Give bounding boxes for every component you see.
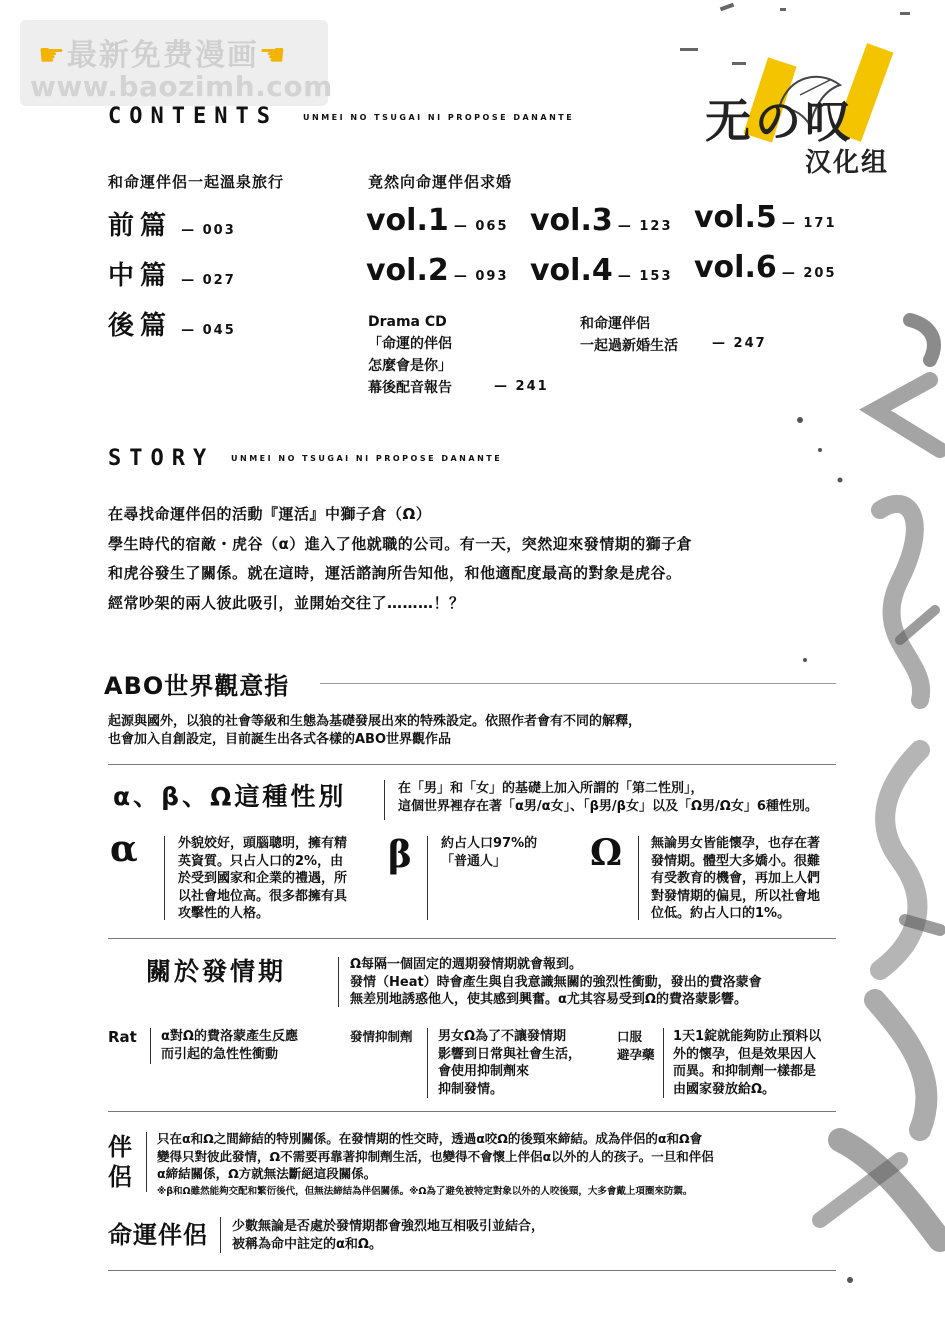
contents-vol-row: vol.3 — 123 — [530, 203, 673, 238]
contents-title: CONTENTS — [108, 104, 278, 129]
divider — [338, 957, 339, 1007]
watermark-line1: ☛最新免费漫画☚ — [38, 38, 288, 73]
divider — [146, 1132, 147, 1192]
divider — [108, 1111, 836, 1112]
rat-desc: α對Ω的費洛蒙產生反應 而引起的急性性衝動 — [161, 1029, 298, 1062]
abo-title: ABO世界觀意指 — [104, 672, 290, 700]
divider — [150, 1028, 151, 1064]
logo-title: 无の叹 — [705, 94, 855, 148]
watermark-url: www.baozimh.com — [30, 70, 333, 103]
alpha-desc: 外貌姣好，頭腦聰明，擁有精 英資質。只占人口的2%，由 於受到國家和企業的禮遇，所 以社會地位高。很多都擁有具 攻擊性的人格。 — [178, 836, 348, 921]
divider — [427, 1028, 428, 1098]
drama-cd-page: — 241 — [494, 379, 549, 394]
heat-desc: Ω每隔一個固定的週期發情期就會報到。 發情（Heat）時會產生與自我意識無關的強烈性衝動，發出的費洛蒙會 無差別地誘惑他人，使其感到興奮。α尤其容易受到Ω的費洛蒙影響。 — [350, 957, 762, 1007]
contents-vol-row: vol.1 — 065 — [366, 203, 509, 238]
abo-intro: 起源與國外，以狼的社會等級和生態為基礎發展出來的特殊設定。依照作者會有不同的解釋， 也會加入自創設定，目前誕生出各式各樣的ABO世界觀作品 — [108, 714, 642, 747]
story-subtitle: UNMEI NO TSUGAI NI PROPOSE DANANTE — [231, 454, 503, 463]
contents-subtitle: UNMEI NO TSUGAI NI PROPOSE DANANTE — [303, 113, 575, 122]
mate-note: ※β和Ω雖然能夠交配和繁衍後代，但無法締結為伴侶關係。※Ω為了避免被特定對象以外的人咬後頸，大多會戴上項圈來防禦。 — [157, 1186, 693, 1197]
contents-vol-row: vol.4 — 153 — [530, 253, 673, 288]
pill-label: 口服 避孕藥 — [617, 1029, 655, 1062]
story-synopsis: 在尋找命運伴侶的活動『運活』中獅子倉（Ω） 學生時代的宿敵・虎谷（α）進入了他就職的公司。有一天，突然迎來發情期的獅子倉 和虎谷發生了關係。就在這時，運活諮詢所告知他，和他適配度最高的對象是虎谷。 經常吵架的兩人彼此吸引，並開始交往了………！？ — [108, 505, 693, 612]
divider — [164, 836, 165, 920]
hand-pointer-icon: ☚ — [258, 38, 288, 73]
alpha-symbol: α — [110, 828, 138, 870]
extra-page: — 247 — [712, 336, 767, 351]
fated-title: 命運伴侶 — [108, 1221, 208, 1249]
genders-desc: 在「男」和「女」的基礎上加入所謂的「第二性別」， 這個世界裡存在著「α男/α女」、「β男/β女」以及「Ω男/Ω女」6種性別。 — [398, 781, 818, 814]
beta-desc: 約占人口97%的 「普通人」 — [441, 836, 538, 869]
contents-col1-heading: 和命運伴侶一起溫泉旅行 — [108, 173, 285, 191]
contents-part-row: 中篇 — 027 — [108, 261, 236, 291]
story-title: STORY — [108, 446, 215, 471]
divider — [108, 764, 836, 765]
fated-desc: 少數無論是否處於發情期都會強烈地互相吸引並結合， 被稱為命中註定的α和Ω。 — [232, 1219, 545, 1252]
suppressant-label: 發情抑制劑 — [350, 1029, 413, 1044]
contents-part-row: 後篇 — 045 — [108, 311, 236, 341]
divider — [384, 780, 385, 820]
suppressant-desc: 男女Ω為了不讓發情期 影響到日常與社會生活， 會使用抑制劑來 抑制發情。 — [438, 1029, 582, 1097]
beta-symbol: β — [388, 834, 412, 876]
mate-desc: 只在α和Ω之間締結的特別關係。在發情期的性交時，透過α咬Ω的後頸來締結。成為伴侶的α和Ω會 變得只對彼此發情，Ω不需要再靠著抑制劑生活，也變得不會懷上伴侶α以外的人的孩子。一旦和伴侶 α締結關係，Ω方就無法斷絕這段關係。 — [157, 1131, 714, 1181]
drama-cd-entry: Drama CD 「命運的伴侶 怎麼會是你」 幕後配音報告 — [368, 314, 452, 396]
rat-label: Rat — [108, 1028, 137, 1046]
omega-symbol: Ω — [590, 832, 623, 874]
divider — [108, 1270, 836, 1271]
contents-col2-heading: 竟然向命運伴侶求婚 — [368, 173, 513, 191]
pill-desc: 1天1錠就能夠防止預料以 外的懷孕，但是效果因人 而異。和抑制劑一樣都是 由國家發放給Ω。 — [673, 1029, 822, 1097]
heat-title: 關於發情期 — [146, 957, 287, 986]
omega-desc: 無論男女皆能懷孕，也存在著 發情期。體型大多嬌小。很難 有受教育的機會，再加上人們 對發情期的偏見，所以社會地 位低。約占人口的1%。 — [651, 836, 821, 921]
contents-vol-row: vol.6 — 205 — [694, 250, 837, 285]
divider — [320, 683, 836, 684]
contents-vol-row: vol.5 — 171 — [694, 200, 837, 235]
divider — [663, 1028, 664, 1098]
hand-pointer-icon: ☛ — [38, 38, 67, 73]
contents-vol-row: vol.2 — 093 — [366, 253, 509, 288]
divider — [108, 938, 836, 939]
extra-entry: 和命運伴侶 一起過新婚生活 — [580, 316, 678, 354]
contents-part-row: 前篇 — 003 — [108, 211, 236, 241]
mate-title: 伴 侶 — [108, 1133, 132, 1191]
logo-subtitle: 汉化组 — [805, 148, 890, 178]
divider — [427, 836, 428, 920]
genders-title: α、β、Ω這種性別 — [113, 782, 347, 811]
group-logo — [700, 40, 940, 190]
divider — [638, 836, 639, 920]
divider — [220, 1217, 221, 1253]
